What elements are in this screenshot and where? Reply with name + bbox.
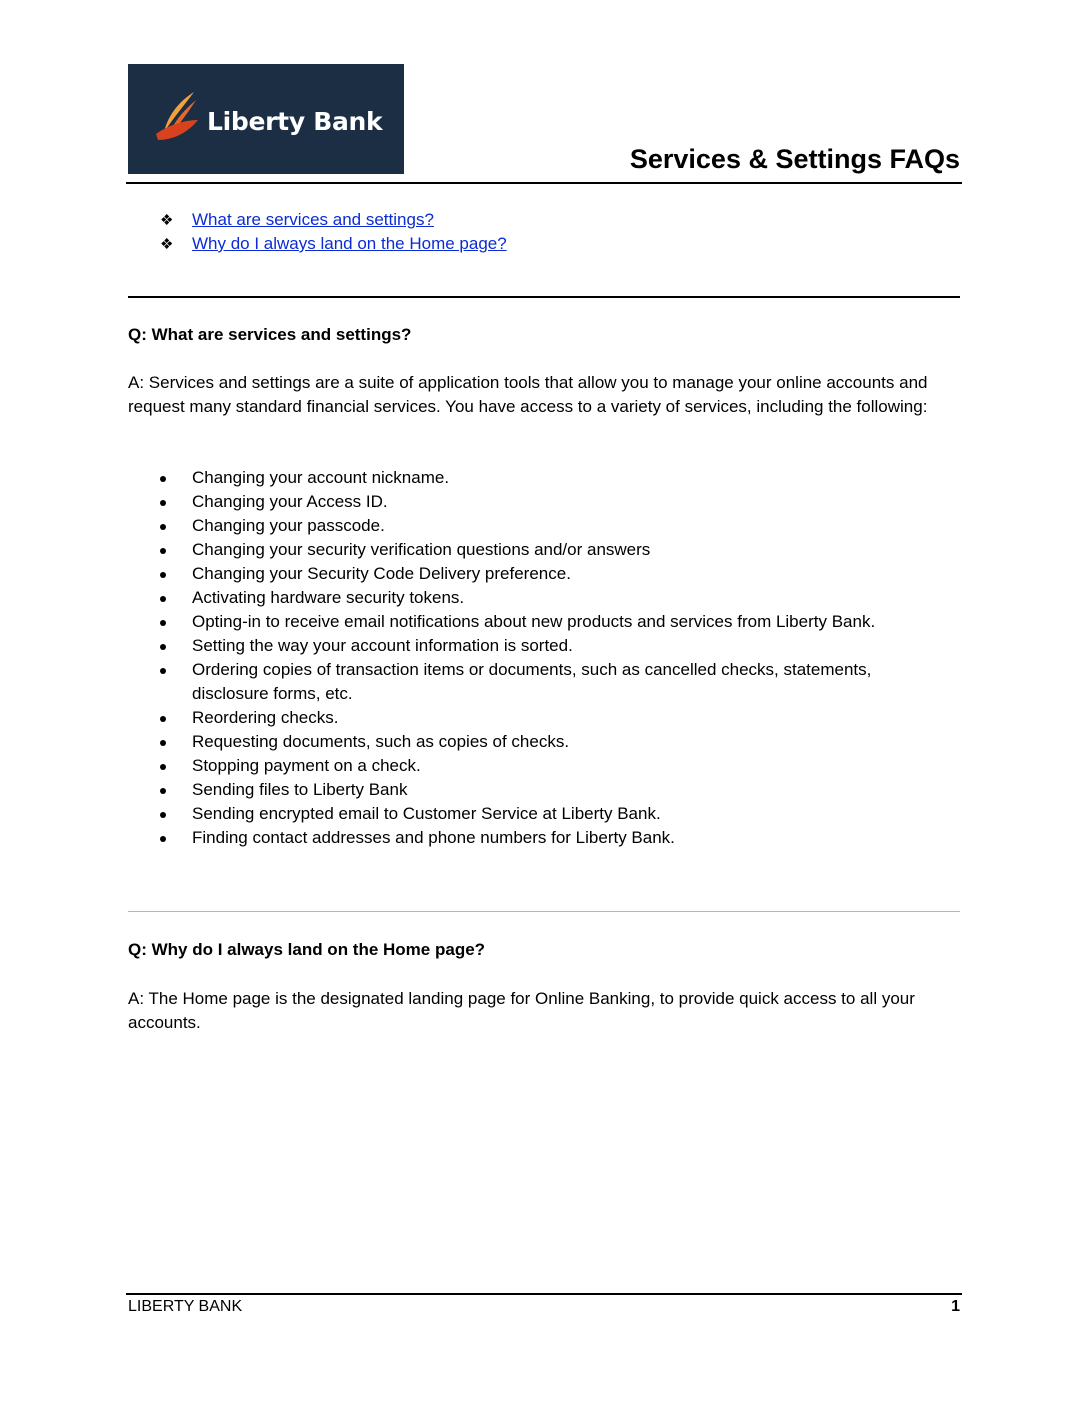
services-list	[160, 466, 940, 850]
list-item: Changing your account nickname.	[160, 466, 940, 490]
list-item: Stopping payment on a check.	[160, 754, 940, 778]
toc-item	[160, 232, 507, 256]
liberty-bank-logo	[128, 64, 404, 174]
page-title: Services & Settings FAQs	[629, 144, 960, 174]
header-divider	[126, 182, 962, 184]
faq-question-home-page: Q: Why do I always land on the Home page?	[128, 940, 486, 959]
faq-answer-home-page: A: The Home page is the designated landing page for Online Banking, to provide quick access to all your accounts.	[128, 989, 915, 1032]
faq-question-services: Q: What are services and settings?	[128, 325, 412, 344]
list-item: Changing your security verification questions and/or answers	[160, 538, 940, 562]
list-item: Activating hardware security tokens.	[160, 586, 940, 610]
list-item: Ordering copies of transaction items or documents, such as cancelled checks, statements, disclosure forms, etc.	[160, 658, 940, 706]
list-item: Reordering checks.	[160, 706, 940, 730]
footer-divider	[126, 1293, 962, 1295]
list-item: Changing your Access ID.	[160, 490, 940, 514]
list-item: Opting-in to receive email notifications about new products and services from Liberty Bank.	[160, 610, 940, 634]
page-number: 1	[951, 1298, 960, 1315]
toc-item	[160, 208, 507, 232]
footer-company-name: LIBERTY BANK	[128, 1298, 243, 1315]
list-item: Finding contact addresses and phone numbers for Liberty Bank.	[160, 826, 940, 850]
list-item: Changing your Security Code Delivery preference.	[160, 562, 940, 586]
table-of-contents	[160, 208, 507, 256]
faq-answer-services: A: Services and settings are a suite of application tools that allow you to manage your online accounts and request many standard financial services. You have access to a variety of services, including the following:	[128, 373, 928, 416]
list-item: Changing your passcode.	[160, 514, 940, 538]
list-item: Sending files to Liberty Bank	[160, 778, 940, 802]
sail-logo-icon	[154, 90, 202, 150]
toc-link-services[interactable]: What are services and settings?	[192, 210, 434, 229]
logo-wordmark: Liberty Bank	[207, 107, 383, 136]
list-item: Setting the way your account information is sorted.	[160, 634, 940, 658]
diamond-bullet-icon: ❖	[160, 212, 174, 229]
list-item: Requesting documents, such as copies of checks.	[160, 730, 940, 754]
section-divider	[128, 296, 960, 298]
section-divider-light	[128, 911, 960, 912]
diamond-bullet-icon: ❖	[160, 236, 174, 253]
toc-link-home-page[interactable]: Why do I always land on the Home page?	[192, 234, 507, 253]
list-item: Sending encrypted email to Customer Service at Liberty Bank.	[160, 802, 940, 826]
